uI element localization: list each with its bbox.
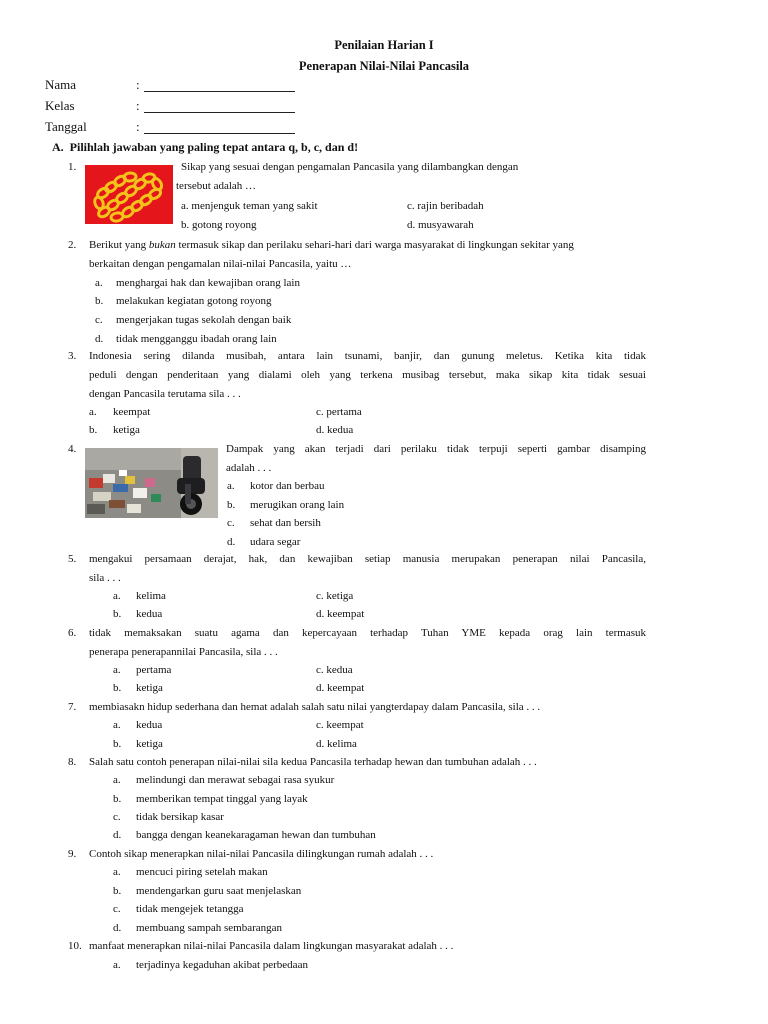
q5-option-c[interactable]: c. ketiga: [316, 590, 354, 602]
q8-option-d[interactable]: bangga dengan keanekaragaman hewan dan tumbuhan: [136, 829, 376, 841]
q4-letter-a: a.: [227, 480, 235, 492]
q5-text: mengakui persamaan derajat, hak, dan kewajiban setiap manusia merupakan penerapan nilai Pancasila,: [89, 553, 646, 565]
q8-option-b[interactable]: memberikan tempat tinggal yang layak: [136, 793, 308, 805]
q1-option-c[interactable]: c. rajin beribadah: [407, 200, 484, 212]
q8-letter-b: b.: [113, 793, 122, 805]
q2-number: 2.: [68, 239, 77, 251]
page-subtitle: Penerapan Nilai-Nilai Pancasila: [298, 59, 470, 73]
q6-option-a[interactable]: pertama: [136, 664, 172, 676]
q6-letter-b: b.: [113, 682, 122, 694]
q4-letter-d: d.: [227, 536, 236, 548]
chain-image: [85, 165, 173, 224]
q9-option-b[interactable]: mendengarkan guru saat menjelaskan: [136, 885, 302, 897]
date-colon: :: [136, 119, 140, 134]
q6-number: 6.: [68, 627, 77, 639]
q2-letter-d: d.: [95, 333, 104, 345]
q9-letter-b: b.: [113, 885, 122, 897]
q3-text-3: dengan Pancasila terutama sila . . .: [89, 388, 241, 400]
name-colon: :: [136, 77, 140, 92]
q10-number: 10.: [68, 940, 82, 952]
q3-option-a[interactable]: keempat: [113, 406, 151, 418]
q1-text-2: tersebut adalah …: [176, 180, 257, 192]
q7-option-a[interactable]: kedua: [136, 719, 163, 731]
q1-option-b[interactable]: b. gotong royong: [181, 219, 257, 231]
q1-option-a[interactable]: a. menjenguk teman yang sakit: [181, 200, 318, 212]
q4-text: Dampak yang akan terjadi dari perilaku tidak terpuji seperti gambar disamping: [226, 443, 646, 455]
q6-text-2: penerapa penerapannilai Pancasila, sila . . .: [89, 646, 278, 658]
class-label: Kelas: [45, 98, 75, 113]
name-label: Nama: [45, 77, 77, 92]
q3-option-d[interactable]: d. kedua: [316, 424, 354, 436]
name-field[interactable]: [144, 91, 295, 92]
q2-letter-b: b.: [95, 295, 104, 307]
q10-text: manfaat menerapkan nilai-nilai Pancasila dalam lingkungan masyarakat adalah . . .: [89, 940, 454, 952]
q4-option-b[interactable]: merugikan orang lain: [250, 499, 345, 511]
q6-option-b[interactable]: ketiga: [136, 682, 163, 694]
date-field[interactable]: [144, 133, 295, 134]
q8-letter-a: a.: [113, 774, 121, 786]
q8-option-c[interactable]: tidak bersikap kasar: [136, 811, 224, 823]
q3-option-b[interactable]: ketiga: [113, 424, 140, 436]
page-title: Penilaian Harian I: [334, 38, 434, 52]
q5-letter-b: b.: [113, 608, 122, 620]
q1-number: 1.: [68, 161, 77, 173]
q7-number: 7.: [68, 701, 77, 713]
q6-text: tidak memaksakan suatu agama dan kepercayaan terhadap Tuhan YME kepada orag lain termasuk: [89, 627, 646, 639]
q3-letter-a: a.: [89, 406, 97, 418]
q9-text: Contoh sikap menerapkan nilai-nilai Pancasila dilingkungan rumah adalah . . .: [89, 848, 434, 860]
q2-text-2: berkaitan dengan pengamalan nilai-nilai Pancasila, yaitu …: [89, 258, 352, 270]
q8-number: 8.: [68, 756, 77, 768]
q2-text: Berikut yang bukan termasuk sikap dan perilaku sehari-hari dari warga masyarakat di lingkungan sekitar yang: [89, 239, 574, 251]
q2-letter-a: a.: [95, 277, 103, 289]
date-label: Tanggal: [45, 119, 87, 134]
q9-number: 9.: [68, 848, 77, 860]
q10-option-a[interactable]: terjadinya kegaduhan akibat perbedaan: [136, 959, 308, 971]
q7-option-c[interactable]: c. keempat: [316, 719, 364, 731]
q5-option-a[interactable]: kelima: [136, 590, 166, 602]
q4-text-2: adalah . . .: [226, 462, 272, 474]
q7-option-b[interactable]: ketiga: [136, 738, 163, 750]
q1-option-d[interactable]: d. musyawarah: [407, 219, 474, 231]
q2-option-b[interactable]: melakukan kegiatan gotong royong: [116, 295, 272, 307]
q6-option-d[interactable]: d. keempat: [316, 682, 365, 694]
q7-text: membiasakn hidup sederhana dan hemat adalah salah satu nilai yangterdapay dalam Pancasila, sila . . .: [89, 701, 541, 713]
q5-text-2: sila . . .: [89, 572, 121, 584]
q6-letter-a: a.: [113, 664, 121, 676]
class-field[interactable]: [144, 112, 295, 113]
q3-letter-b: b.: [89, 424, 98, 436]
section-a-instruction: A. Pilihlah jawaban yang paling tepat antara q, b, c, dan d!: [52, 140, 359, 154]
q7-option-d[interactable]: d. kelima: [316, 738, 357, 750]
q10-letter-a: a.: [113, 959, 121, 971]
q9-letter-d: d.: [113, 922, 122, 934]
q8-text: Salah satu contoh penerapan nilai-nilai sila kedua Pancasila terhadap hewan dan tumbuhan adalah . . .: [89, 756, 537, 768]
q3-text: Indonesia sering dilanda musibah, antara lain tsunami, banjir, dan gunung meletus. Ketika kita tidak: [89, 350, 646, 362]
q5-number: 5.: [68, 553, 77, 565]
q8-option-a[interactable]: melindungi dan merawat sebagai rasa syukur: [136, 774, 335, 786]
q4-option-a[interactable]: kotor dan berbau: [250, 480, 325, 492]
q2-option-c[interactable]: mengerjakan tugas sekolah dengan baik: [116, 314, 292, 326]
q9-option-a[interactable]: mencuci piring setelah makan: [136, 866, 268, 878]
q4-number: 4.: [68, 443, 77, 455]
q4-letter-c: c.: [227, 517, 235, 529]
q8-letter-c: c.: [113, 811, 121, 823]
q6-option-c[interactable]: c. kedua: [316, 664, 353, 676]
q2-option-a[interactable]: menghargai hak dan kewajiban orang lain: [116, 277, 300, 289]
q1-text: Sikap yang sesuai dengan pengamalan Pancasila yang dilambangkan dengan: [181, 161, 519, 173]
litter-photo: [85, 448, 218, 518]
q4-option-d[interactable]: udara segar: [250, 536, 301, 548]
q9-option-d[interactable]: membuang sampah sembarangan: [136, 922, 283, 934]
q9-option-c[interactable]: tidak mengejek tetangga: [136, 903, 244, 915]
q3-text-2: peduli dengan penderitaan yang dialami oleh yang terkena musibag tersebut, maka sikap kita tidak sesuai: [89, 369, 646, 381]
class-colon: :: [136, 98, 140, 113]
q2-letter-c: c.: [95, 314, 103, 326]
q3-number: 3.: [68, 350, 77, 362]
q2-option-d[interactable]: tidak mengganggu ibadah orang lain: [116, 333, 277, 345]
q5-option-d[interactable]: d. keempat: [316, 608, 365, 620]
q9-letter-c: c.: [113, 903, 121, 915]
q7-letter-b: b.: [113, 738, 122, 750]
q4-letter-b: b.: [227, 499, 236, 511]
motorbike-trash-icon: [85, 448, 218, 518]
chain-icon: [85, 165, 173, 224]
q8-letter-d: d.: [113, 829, 122, 841]
q7-letter-a: a.: [113, 719, 121, 731]
q3-option-c[interactable]: c. pertama: [316, 406, 362, 418]
q5-letter-a: a.: [113, 590, 121, 602]
q5-option-b[interactable]: kedua: [136, 608, 163, 620]
q9-letter-a: a.: [113, 866, 121, 878]
q4-option-c[interactable]: sehat dan bersih: [250, 517, 321, 529]
